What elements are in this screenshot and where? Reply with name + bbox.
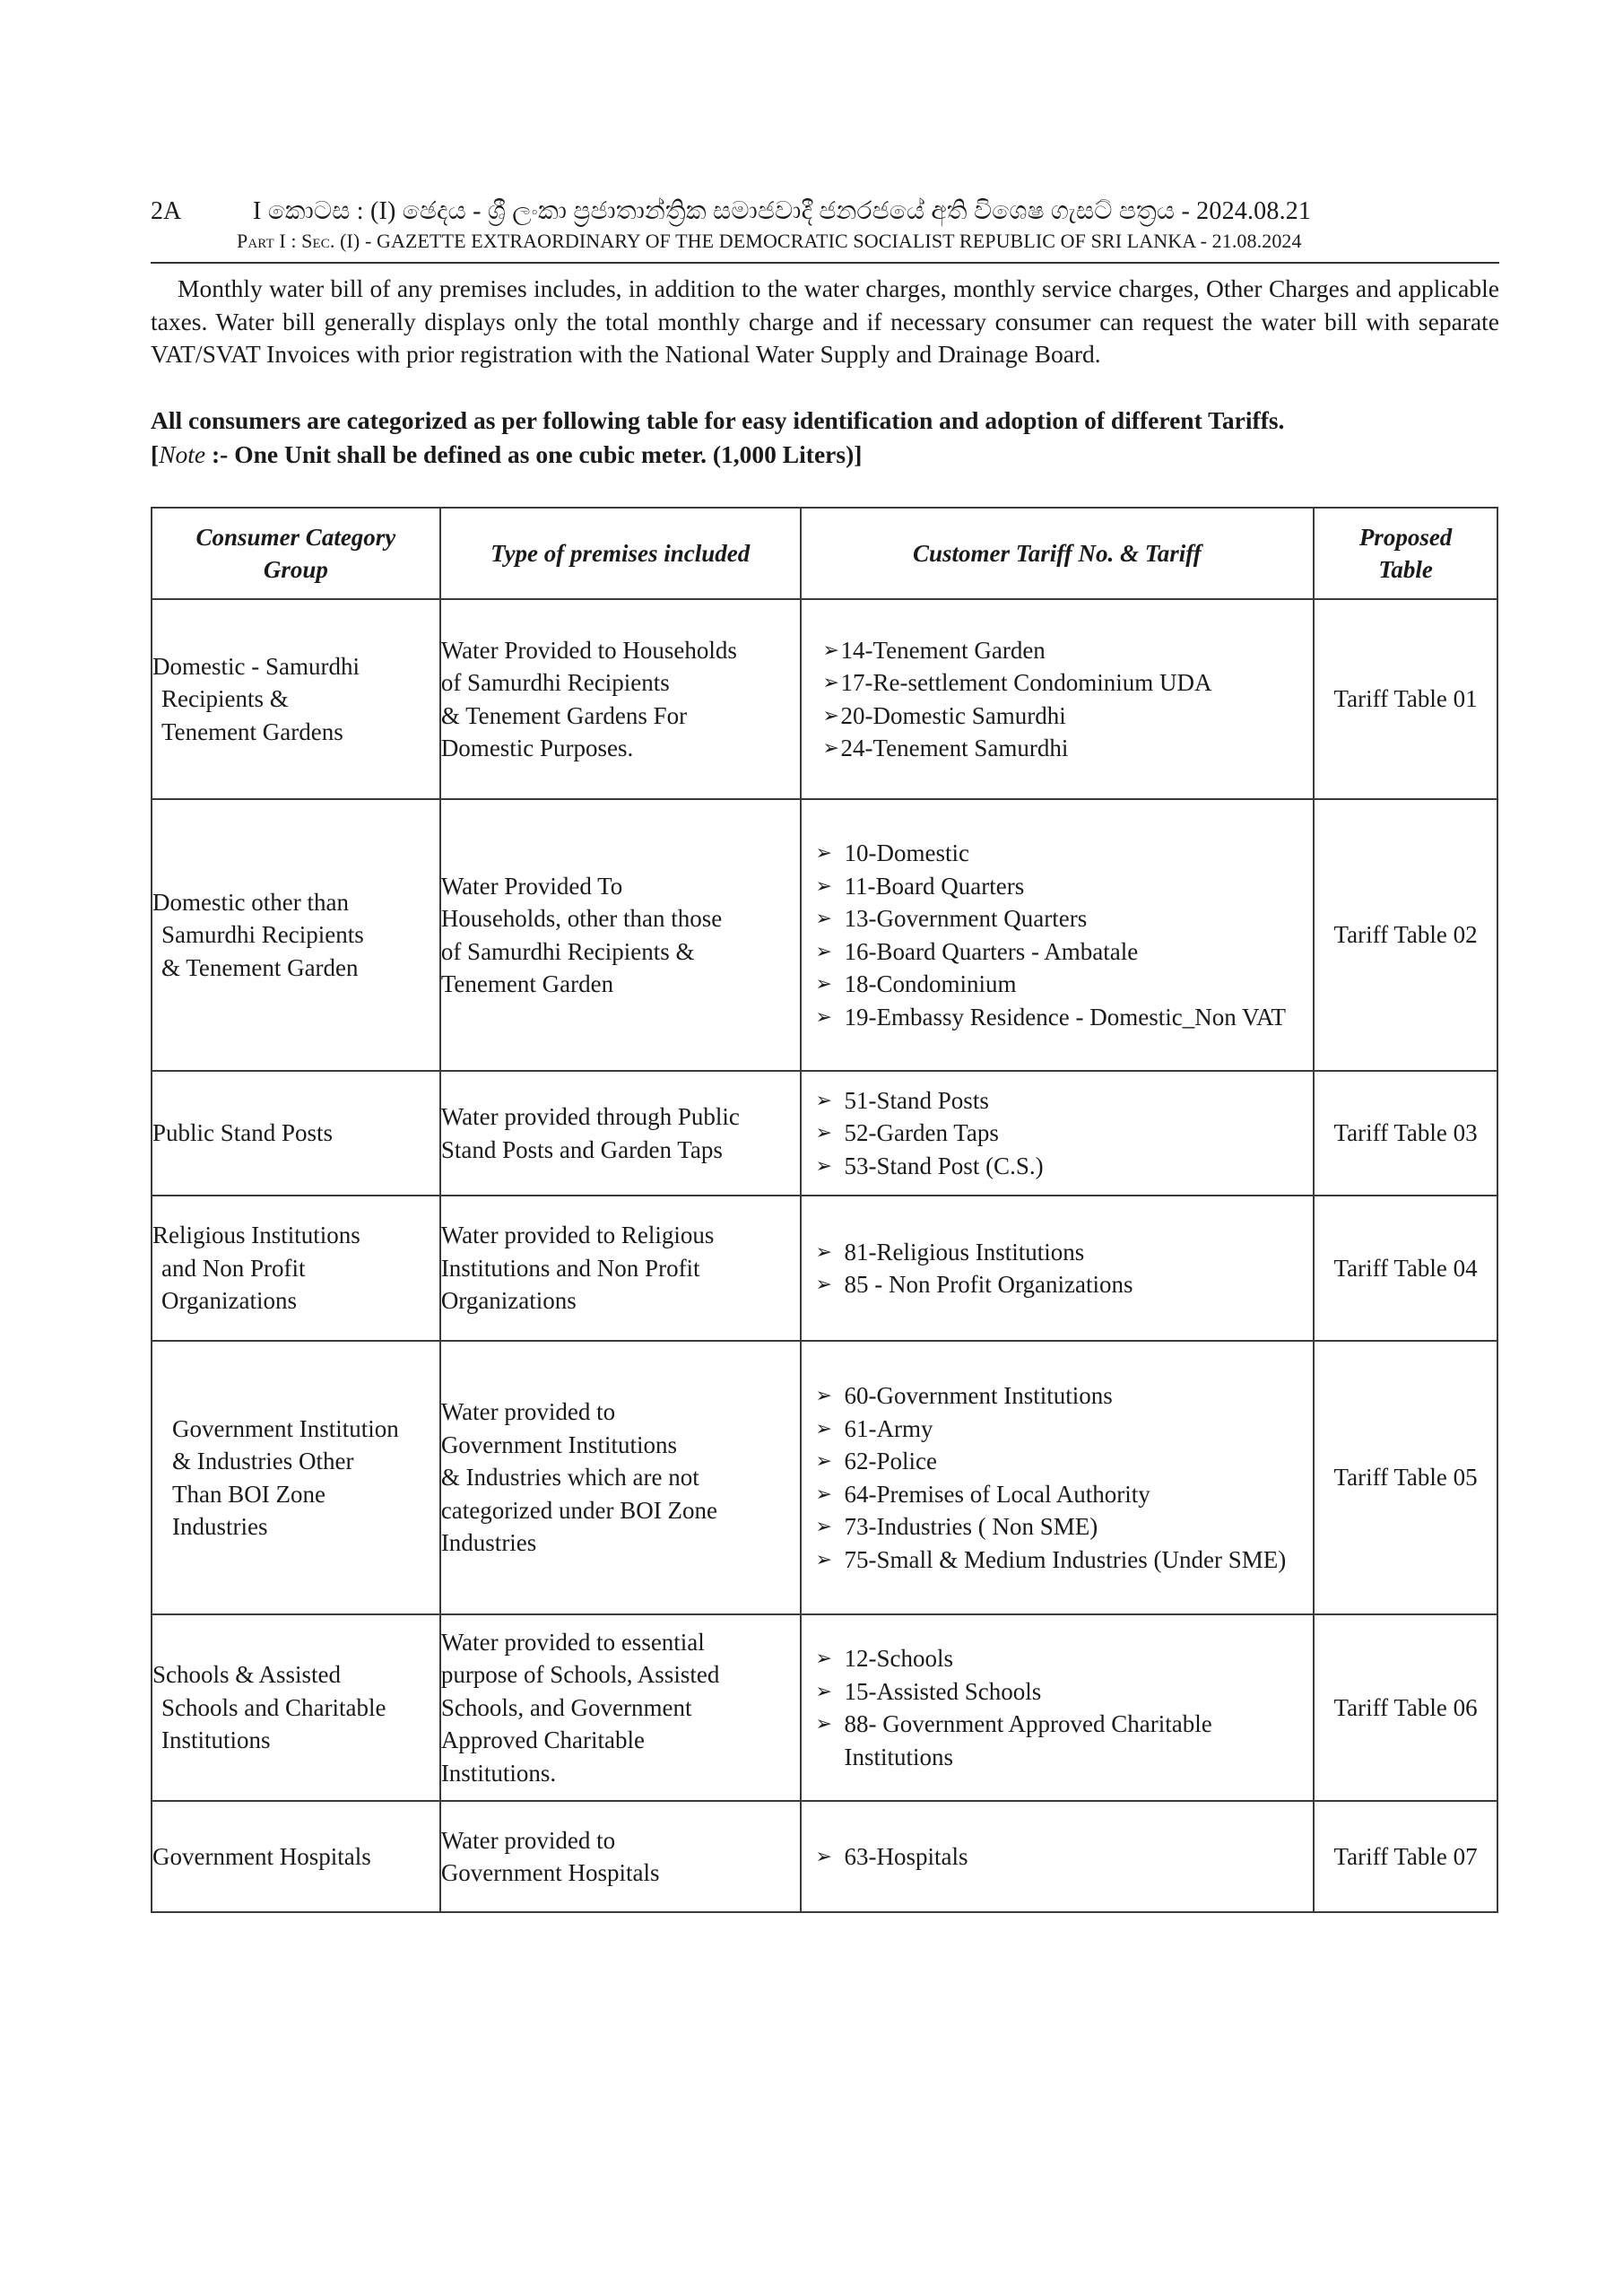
- cell-text: Schools, and Government: [440, 1693, 692, 1721]
- arrow-bullet-icon: ➢: [815, 1273, 832, 1295]
- list-item: [816, 837, 1314, 870]
- cell-text: categorized under BOI Zone: [440, 1496, 717, 1524]
- cell-text: and Non Profit: [161, 1254, 306, 1282]
- tariff-list-cell: [801, 599, 1315, 799]
- tariff-item: 14-Tenement Garden: [840, 636, 1046, 664]
- cell-text: Schools and Charitable: [161, 1693, 386, 1721]
- category-cell: [152, 1196, 440, 1341]
- arrow-bullet-icon: ➢: [815, 1088, 832, 1111]
- notice-block: [151, 404, 1499, 472]
- premises-cell: [440, 1341, 801, 1614]
- cell-text: Institutions.: [440, 1759, 557, 1787]
- tariff-list: [816, 837, 1314, 1033]
- note-text: :- One Unit shall be defined as one cubic meter. (1,000 Liters)]: [205, 440, 863, 468]
- arrow-bullet-icon: ➢: [815, 841, 832, 864]
- premises-cell: [440, 1614, 801, 1801]
- list-item: [816, 1268, 1314, 1301]
- tariff-list: [816, 1642, 1314, 1773]
- tariff-item: 18-Condominium: [844, 970, 1017, 997]
- tariff-list: [816, 1084, 1314, 1183]
- cell-text: & Industries which are not: [440, 1464, 699, 1492]
- cell-text: Institutions and Non Profit: [440, 1254, 700, 1282]
- cell-text: Recipients &: [161, 685, 289, 713]
- arrow-bullet-icon: ➢: [815, 1416, 832, 1439]
- tariff-list: [816, 1236, 1314, 1301]
- proposed-table-cell: Tariff Table 01: [1314, 599, 1497, 799]
- table-row: [152, 1196, 1497, 1341]
- table-row: [152, 1801, 1497, 1912]
- list-item: [816, 1840, 1314, 1874]
- list-item: [816, 1478, 1314, 1511]
- category-cell: [152, 599, 440, 799]
- cell-text: Religious Institutions: [152, 1222, 360, 1249]
- arrow-bullet-icon: ➢: [815, 972, 832, 995]
- table-row: [152, 1071, 1497, 1196]
- category-cell: [152, 1801, 440, 1912]
- header-premises: Type of premises included: [440, 508, 801, 599]
- proposed-table-cell: Tariff Table 02: [1314, 799, 1497, 1071]
- category-cell: [152, 1071, 440, 1196]
- arrow-bullet-icon: ➢: [822, 671, 839, 693]
- header-text: Consumer Category: [195, 524, 396, 551]
- arrow-bullet-icon: ➢: [822, 638, 839, 661]
- list-item: [816, 902, 1314, 935]
- tariff-list: [816, 1840, 1314, 1874]
- arrow-bullet-icon: ➢: [822, 703, 839, 726]
- list-item: [823, 634, 1314, 667]
- tariff-list-cell: [801, 1071, 1315, 1196]
- list-item: [816, 968, 1314, 1001]
- cell-text: & Tenement Gardens For: [440, 701, 688, 729]
- arrow-bullet-icon: ➢: [815, 1515, 832, 1537]
- tariff-list: [823, 634, 1314, 765]
- arrow-bullet-icon: ➢: [815, 1449, 832, 1472]
- tariff-item: 64-Premises of Local Authority: [844, 1480, 1150, 1508]
- cell-text: Tenement Gardens: [161, 718, 343, 745]
- table-header-row: [152, 508, 1497, 599]
- cell-text: Industries: [440, 1529, 537, 1557]
- arrow-bullet-icon: ➢: [815, 1121, 832, 1144]
- english-gazette-title: (I) - GAZETTE EXTRAORDINARY OF THE DEMOCRATIC SOCIALIST REPUBLIC OF SRI LANKA - 21.08.2024: [334, 230, 1302, 252]
- cell-text: Water provided to: [440, 1826, 616, 1854]
- table-row: [152, 1614, 1497, 1801]
- list-item: [816, 1510, 1314, 1544]
- tariff-list-cell: [801, 1614, 1315, 1801]
- proposed-table-cell: Tariff Table 04: [1314, 1196, 1497, 1341]
- list-item: [816, 1642, 1314, 1675]
- proposed-table-cell: Tariff Table 05: [1314, 1341, 1497, 1614]
- list-item: [823, 700, 1314, 733]
- tariff-item: 63-Hospitals: [844, 1842, 968, 1870]
- cell-text: Households, other than those: [440, 905, 723, 932]
- cell-text: Water provided through Public: [440, 1103, 740, 1130]
- cell-text: Water Provided to Households: [440, 636, 737, 664]
- consumer-category-table: [151, 507, 1498, 1913]
- premises-cell: [440, 1071, 801, 1196]
- premises-cell: [440, 1801, 801, 1912]
- header-line-sinhala: [151, 196, 1499, 228]
- cell-text: Organizations: [440, 1287, 577, 1315]
- list-item: [816, 1117, 1314, 1150]
- page-header: [151, 196, 1499, 255]
- sinhala-gazette-title: I කොටස : (I) ඡෙදය - ශ්‍රී ලංකා ප්‍රජාතාන්ත්‍රික සමාජවාදී ජනරජයේ අති විශෙෂ ගැසට් පත්‍රය - 2024.08.21: [253, 197, 1312, 225]
- proposed-table-cell: Tariff Table 07: [1314, 1801, 1497, 1912]
- cell-text: Than BOI Zone: [172, 1480, 325, 1508]
- arrow-bullet-icon: ➢: [815, 1384, 832, 1406]
- header-line-english: [237, 228, 1499, 255]
- proposed-table-cell: Tariff Table 06: [1314, 1614, 1497, 1801]
- tariff-item: 61-Army: [844, 1414, 933, 1442]
- tariff-list: [816, 1379, 1314, 1576]
- cell-text: Tenement Garden: [440, 970, 614, 997]
- tariff-list-cell: [801, 799, 1315, 1071]
- list-item: [816, 1084, 1314, 1118]
- list-item: [816, 1544, 1314, 1577]
- cell-text: & Industries Other: [172, 1448, 354, 1474]
- tariff-item: 81-Religious Institutions: [844, 1238, 1085, 1265]
- cell-text: Stand Posts and Garden Taps: [440, 1135, 723, 1163]
- tariff-item: 51-Stand Posts: [844, 1086, 989, 1114]
- arrow-bullet-icon: ➢: [815, 1679, 832, 1702]
- cell-text: Approved Charitable: [440, 1726, 645, 1754]
- tariff-item: 12-Schools: [844, 1645, 954, 1672]
- arrow-bullet-icon: ➢: [815, 907, 832, 929]
- cell-text: Government Institutions: [440, 1431, 678, 1458]
- tariff-item: 73-Industries ( Non SME): [844, 1513, 1098, 1540]
- list-item: [816, 1001, 1314, 1034]
- header-text: Group: [263, 556, 328, 583]
- cell-text: Water provided to: [440, 1398, 616, 1426]
- intro-paragraph: Monthly water bill of any premises includes, in addition to the water charges, monthly service charges, Other Charges and applicable taxes. Water bill generally displays only the total monthly charge and if necessary consumer can request the water bill with separate VAT/SVAT Invoices with prior registration with the National Water Supply and Drainage Board.: [151, 274, 1499, 368]
- arrow-bullet-icon: ➢: [815, 1712, 832, 1735]
- cell-text: Domestic - Samurdhi: [152, 652, 360, 680]
- header-proposed-table: [1314, 508, 1497, 599]
- cell-text: Domestic other than: [152, 888, 349, 916]
- arrow-bullet-icon: ➢: [815, 874, 832, 897]
- list-item: [823, 732, 1314, 765]
- category-cell: [152, 799, 440, 1071]
- list-item: [816, 1445, 1314, 1478]
- table-row: [152, 799, 1497, 1071]
- list-item: [816, 1379, 1314, 1413]
- tariff-item: 52-Garden Taps: [844, 1119, 999, 1147]
- notice-line: All consumers are categorized as per following table for easy identification and adoption of different Tariffs.: [151, 406, 1285, 434]
- arrow-bullet-icon: ➢: [815, 1004, 832, 1028]
- cell-text: Organizations: [161, 1287, 297, 1315]
- page-number: 2A: [151, 197, 182, 225]
- tariff-item: 15-Assisted Schools: [844, 1677, 1042, 1705]
- cell-text: Government Hospitals: [152, 1842, 371, 1870]
- note-bracket: [: [151, 440, 160, 468]
- cell-text: Public Stand Posts: [152, 1119, 334, 1147]
- cell-text: of Samurdhi Recipients &: [440, 937, 695, 965]
- cell-text: Water provided to Religious: [440, 1222, 715, 1249]
- cell-text: Samurdhi Recipients: [161, 921, 364, 949]
- arrow-bullet-icon: ➢: [815, 1547, 832, 1570]
- list-item: [816, 1708, 1314, 1773]
- table-row: [152, 1341, 1497, 1614]
- tariff-item: 10-Domestic: [844, 839, 970, 866]
- tariff-item: 20-Domestic Samurdhi: [840, 701, 1066, 729]
- header-text: Proposed: [1358, 524, 1453, 551]
- tariff-list-cell: [801, 1341, 1315, 1614]
- tariff-item: 53-Stand Post (C.S.): [844, 1152, 1044, 1179]
- tariff-item: 11-Board Quarters: [844, 872, 1025, 900]
- tariff-item: 17-Re-settlement Condominium UDA: [840, 669, 1212, 696]
- tariff-item: 85 - Non Profit Organizations: [844, 1271, 1133, 1298]
- cell-text: & Tenement Garden: [161, 953, 359, 981]
- tariff-item: 88- Government Approved Charitable Institutions: [844, 1710, 1212, 1770]
- list-item: [823, 666, 1314, 700]
- note-label: Note: [159, 440, 206, 468]
- arrow-bullet-icon: ➢: [822, 736, 839, 759]
- cell-text: Government Hospitals: [440, 1859, 660, 1886]
- arrow-bullet-icon: ➢: [815, 1482, 832, 1505]
- arrow-bullet-icon: ➢: [815, 939, 832, 962]
- arrow-bullet-icon: ➢: [815, 1647, 832, 1669]
- tariff-list-cell: [801, 1801, 1315, 1912]
- part-section-label: Part I : Sec.: [237, 230, 335, 252]
- cell-text: Institutions: [161, 1726, 271, 1754]
- table-row: [152, 599, 1497, 799]
- premises-cell: [440, 599, 801, 799]
- cell-text: Water Provided To: [440, 872, 623, 900]
- proposed-table-cell: Tariff Table 03: [1314, 1071, 1497, 1196]
- cell-text: Schools & Assisted: [152, 1661, 342, 1689]
- cell-text: of Samurdhi Recipients: [440, 669, 670, 696]
- tariff-item: 62-Police: [844, 1448, 938, 1474]
- tariff-list-cell: [801, 1196, 1315, 1341]
- tariff-item: 19-Embassy Residence - Domestic_Non VAT: [844, 1003, 1286, 1031]
- tariff-item: 75-Small & Medium Industries (Under SME): [844, 1545, 1287, 1573]
- cell-text: Domestic Purposes.: [440, 735, 634, 761]
- cell-text: purpose of Schools, Assisted: [440, 1661, 720, 1689]
- arrow-bullet-icon: ➢: [815, 1153, 832, 1177]
- header-consumer-category: [152, 508, 440, 599]
- arrow-bullet-icon: ➢: [815, 1844, 832, 1867]
- tariff-item: 13-Government Quarters: [844, 905, 1088, 932]
- header-text: Table: [1378, 556, 1433, 583]
- list-item: [816, 935, 1314, 969]
- list-item: [816, 1413, 1314, 1446]
- premises-cell: [440, 1196, 801, 1341]
- list-item: [816, 1236, 1314, 1269]
- premises-cell: [440, 799, 801, 1071]
- list-item: [816, 1150, 1314, 1183]
- tariff-item: 60-Government Institutions: [844, 1382, 1113, 1409]
- unit-note: [151, 438, 1499, 472]
- arrow-bullet-icon: ➢: [815, 1239, 832, 1263]
- cell-text: Government Institution: [172, 1414, 399, 1442]
- cell-text: Water provided to essential: [440, 1628, 705, 1656]
- list-item: [816, 1675, 1314, 1709]
- cell-text: Industries: [172, 1513, 268, 1540]
- header-tariff: Customer Tariff No. & Tariff: [801, 508, 1315, 599]
- list-item: [816, 870, 1314, 903]
- category-cell: [152, 1614, 440, 1801]
- tariff-item: 16-Board Quarters - Ambatale: [844, 937, 1139, 965]
- category-cell: [152, 1341, 440, 1614]
- tariff-item: 24-Tenement Samurdhi: [840, 735, 1069, 761]
- header-divider: [151, 262, 1499, 264]
